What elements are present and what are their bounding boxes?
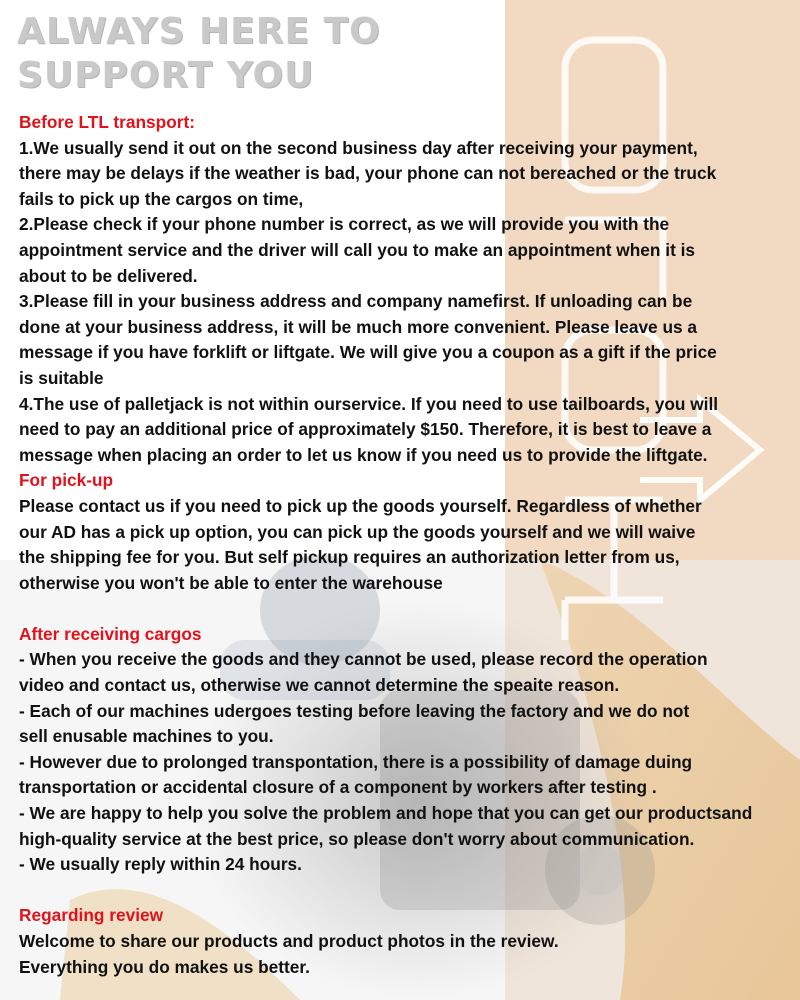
text-line: - However due to prolonged transpontation, there is a possibility of damage duing — [19, 751, 693, 772]
section-heading-before-ltl: Before LTL transport: — [19, 112, 196, 132]
section-heading-pickup: For pick-up — [19, 470, 114, 491]
text-line: message if you have forklift or liftgate. We will give you a coupon as a gift if the price — [19, 342, 717, 363]
text-line: done at your business address, it will be much more convenient. Please leave us a — [19, 316, 698, 337]
text-line: - Each of our machines udergoes testing before leaving the factory and we do not — [19, 700, 690, 721]
text-line: is suitable — [19, 367, 104, 388]
headline-line-1: ALWAYS HERE TO — [17, 11, 381, 52]
text-line: - When you receive the goods and they cannot be used, please record the operation — [19, 649, 708, 670]
section-spacer — [19, 878, 789, 904]
text-line: appointment service and the driver will call you to make an appointment when it is — [19, 239, 696, 260]
main-content — [19, 0, 789, 980]
text-line: 4.The use of palletjack is not within ourservice. If you need to use tailboards, you will — [19, 393, 719, 414]
text-line: fails to pick up the cargos on time, — [19, 188, 304, 209]
headline-line-2: SUPPORT YOU — [17, 55, 315, 96]
text-line: video and contact us, otherwise we cannot determine the speaite reason. — [19, 675, 620, 696]
section-spacer — [19, 596, 789, 622]
text-line: transportation or accidental closure of a component by workers after testing . — [19, 777, 657, 798]
text-line: - We are happy to help you solve the problem and hope that you can get our productsand — [19, 803, 753, 824]
text-line: sell enusable machines to you. — [19, 726, 274, 747]
section-heading-review: Regarding review — [19, 905, 164, 926]
text-line: 1.We usually send it out on the second business day after receiving your payment, — [19, 137, 698, 158]
text-line: 2.Please check if your phone number is correct, as we will provide you with the — [19, 214, 670, 235]
info-text-block — [19, 110, 789, 980]
text-line: our AD has a pick up option, you can pick up the goods yourself and we will waive — [19, 521, 696, 542]
text-line: message when placing an order to let us know if you need us to provide the liftgate. — [19, 444, 708, 465]
text-line: 3.Please fill in your business address and company namefirst. If unloading can be — [19, 291, 693, 312]
text-line: the shipping fee for you. But self pickup requires an authorization letter from us, — [19, 547, 680, 568]
text-line: otherwise you won't be able to enter the warehouse — [19, 572, 443, 593]
section-heading-after-receiving: After receiving cargos — [19, 623, 202, 644]
text-line: there may be delays if the weather is bad, your phone can not bereached or the truck — [19, 163, 717, 184]
text-line: Welcome to share our products and product photos in the review. — [19, 931, 559, 951]
text-line: high-quality service at the best price, so please don't worry about communication. — [19, 828, 695, 849]
page-headline — [17, 10, 789, 98]
text-line: about to be delivered. — [19, 265, 198, 286]
text-line: Everything you do makes us better. — [19, 956, 310, 977]
text-line: Please contact us if you need to pick up the goods yourself. Regardless of whether — [19, 495, 702, 516]
text-line: need to pay an additional price of approximately $150. Therefore, it is best to leave a — [19, 419, 712, 440]
text-line: - We usually reply within 24 hours. — [19, 854, 302, 875]
